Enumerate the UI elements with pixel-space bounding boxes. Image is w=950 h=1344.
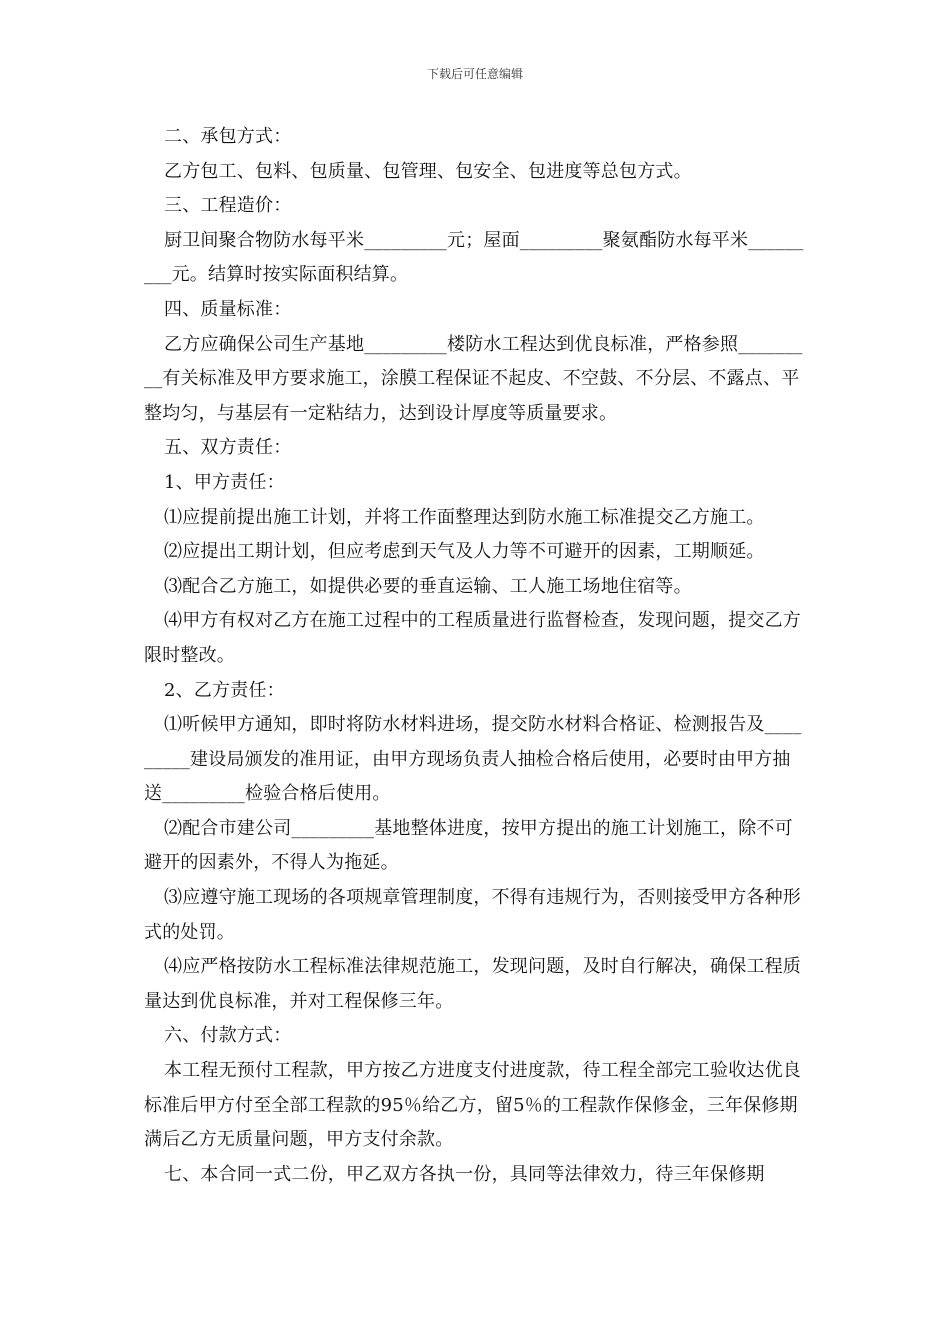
page-header: 下载后可任意编辑: [426, 67, 523, 81]
section-heading-quality-standard: 四、质量标准：: [164, 298, 292, 320]
list-item-party-b-1: ⑴听候甲方通知，即时将防水材料进场，提交防水材料合格证、检测报告及_________建设局颁发的准用证，由甲方现场负责人抽检合格后使用，必要时由甲方抽送_________检验合格后使用。: [144, 714, 802, 805]
paragraph-contract-method: 乙方包工、包料、包质量、包管理、包安全、包进度等总包方式。: [164, 160, 692, 182]
section-heading-contract-method: 二、承包方式：: [164, 126, 292, 147]
subheading-party-a: 1、甲方责任：: [164, 471, 285, 493]
list-item-party-b-4: ⑷应严格按防水工程标准法律规范施工，发现问题，及时自行解决，确保工程质量达到优良标准，并对工程保修三年。: [144, 956, 801, 1012]
section-heading-responsibilities: 五、双方责任：: [164, 437, 292, 459]
list-item-party-a-4: ⑷甲方有权对乙方在施工过程中的工程质量进行监督检查，发现问题，提交乙方限时整改。: [144, 610, 801, 666]
list-item-party-a-2: ⑵应提出工期计划，但应考虑到天气及人力等不可避开的因素，工期顺延。: [164, 541, 765, 563]
document-body: [144, 120, 808, 1192]
paragraph-copies: 七、本合同一式二份，甲乙双方各执一份，具同等法律效力，待三年保修期: [164, 1163, 765, 1185]
list-item-party-a-3: ⑶配合乙方施工，如提供必要的垂直运输、工人施工场地住宿等。: [164, 575, 692, 597]
list-item-party-a-1: ⑴应提前提出施工计划，并将工作面整理达到防水施工标准提交乙方施工。: [164, 506, 765, 528]
paragraph-payment: 本工程无预付工程款，甲方按乙方进度支付进度款，待工程全部完工验收达优良标准后甲方付至全部工程款的95％给乙方，留5％的工程款作保修金，三年保修期满后乙方无质量问题，甲方支付余款。: [144, 1060, 801, 1151]
paragraph-quality-standard: 乙方应确保公司生产基地_________楼防水工程达到优良标准，严格参照_________有关标准及甲方要求施工，涂膜工程保证不起皮、不空鼓、不分层、不露点、平整均匀，与基层有一定粘结力，达到设计厚度等质量要求。: [144, 333, 803, 424]
section-heading-project-cost: 三、工程造价：: [164, 195, 292, 217]
paragraph-project-cost: 厨卫间聚合物防水每平米_________元；屋面_________聚氨酯防水每平米_________元。结算时按实际面积结算。: [144, 229, 804, 286]
list-item-party-b-2: ⑵配合市建公司_________基地整体进度，按甲方提出的施工计划施工，除不可避开的因素外，不得人为拖延。: [144, 817, 793, 874]
subheading-party-b: 2、乙方责任：: [164, 679, 285, 701]
list-item-party-b-3: ⑶应遵守施工现场的各项规章管理制度，不得有违规行为，否则接受甲方各种形式的处罚。: [144, 887, 801, 943]
section-heading-payment: 六、付款方式：: [164, 1025, 292, 1047]
